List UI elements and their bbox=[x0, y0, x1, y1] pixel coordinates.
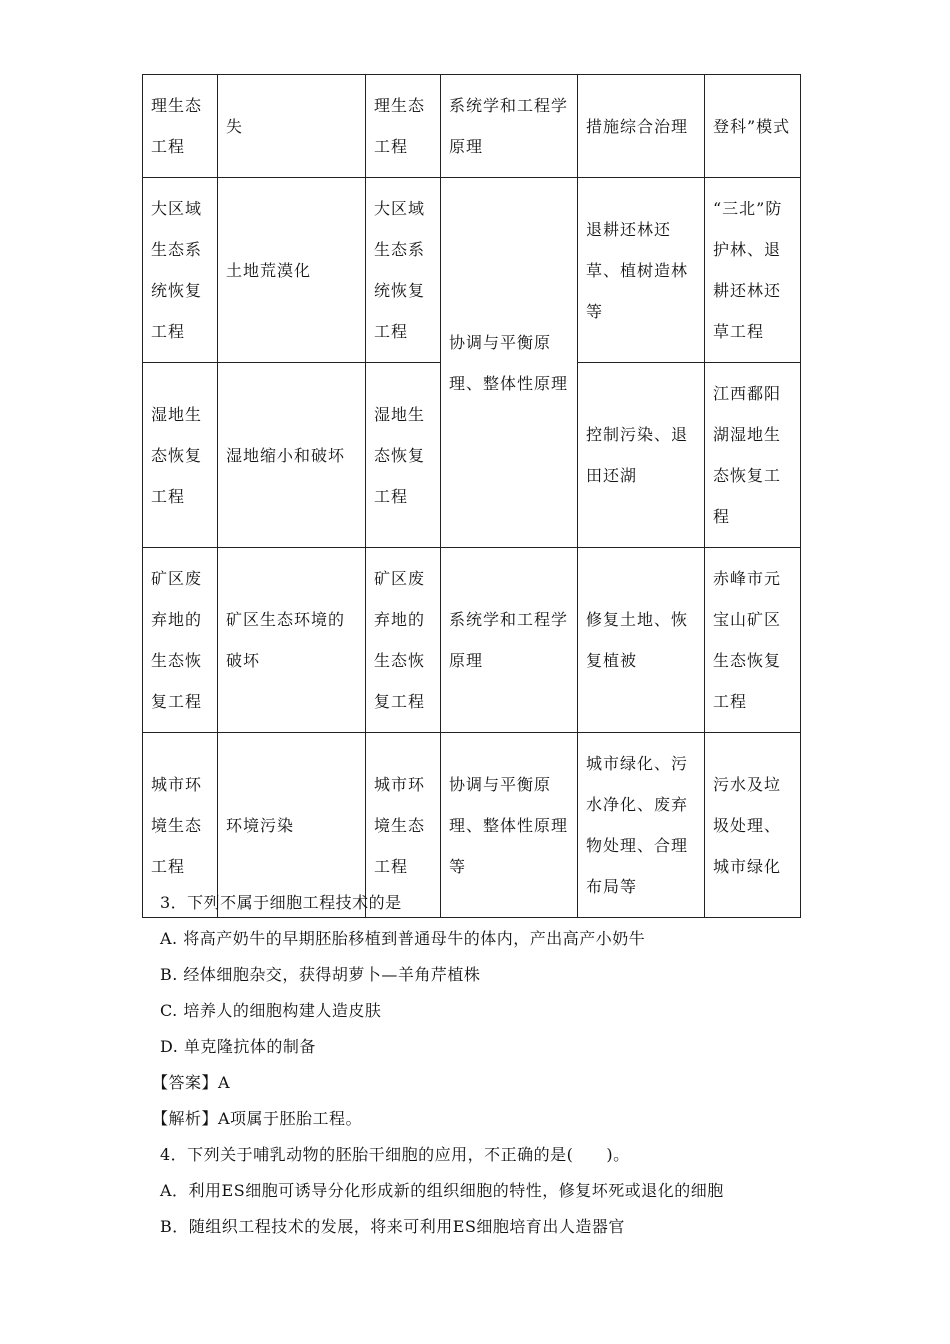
question-4-stem: 4．下列关于哺乳动物的胚胎干细胞的应用，不正确的是( )。 bbox=[160, 1145, 630, 1164]
table-cell: 系统学和工程学原理 bbox=[441, 75, 578, 178]
table-row bbox=[143, 548, 801, 733]
table-row bbox=[143, 733, 801, 918]
table-cell: 湿地缩小和破坏 bbox=[218, 363, 366, 548]
table-cell: 湿地生态恢复工程 bbox=[143, 363, 218, 548]
table-cell: 矿区生态环境的破坏 bbox=[218, 548, 366, 733]
table-cell: 协调与平衡原理、整体性原理等 bbox=[441, 733, 578, 918]
eco-engineering-table bbox=[142, 74, 801, 918]
table-cell-merged-principle: 协调与平衡原理、整体性原理 bbox=[441, 178, 578, 548]
table-cell: 系统学和工程学原理 bbox=[441, 548, 578, 733]
table-cell: 矿区废弃地的生态恢复工程 bbox=[366, 548, 441, 733]
table-cell: “三北”防护林、退耕还林还草工程 bbox=[705, 178, 801, 363]
table-cell: 土地荒漠化 bbox=[218, 178, 366, 363]
table-cell: 污水及垃圾处理、城市绿化 bbox=[705, 733, 801, 918]
table-cell: 大区域生态系统恢复工程 bbox=[366, 178, 441, 363]
table-cell: 失 bbox=[218, 75, 366, 178]
table-row bbox=[143, 75, 801, 178]
table-cell: 大区域生态系统恢复工程 bbox=[143, 178, 218, 363]
question-3-option-d: D. 单克隆抗体的制备 bbox=[160, 1037, 316, 1056]
question-3-stem: 3．下列不属于细胞工程技术的是 bbox=[160, 893, 402, 912]
table-cell: 措施综合治理 bbox=[578, 75, 705, 178]
question-3-option-c: C. 培养人的细胞构建人造皮肤 bbox=[160, 1001, 382, 1020]
table-cell: 城市环境生态工程 bbox=[143, 733, 218, 918]
table-cell: 城市环境生态工程 bbox=[366, 733, 441, 918]
table-cell: 城市绿化、污水净化、废弃物处理、合理布局等 bbox=[578, 733, 705, 918]
table-cell: 矿区废弃地的生态恢复工程 bbox=[143, 548, 218, 733]
question-4-option-a: A．利用ES细胞可诱导分化形成新的组织细胞的特性，修复坏死或退化的细胞 bbox=[160, 1181, 724, 1200]
table-cell: 登科”模式 bbox=[705, 75, 801, 178]
question-3-option-a: A. 将高产奶牛的早期胚胎移植到普通母牛的体内，产出高产小奶牛 bbox=[160, 929, 646, 948]
question-3-analysis: 【解析】A项属于胚胎工程。 bbox=[152, 1109, 363, 1128]
table-cell: 修复土地、恢复植被 bbox=[578, 548, 705, 733]
table-cell: 理生态工程 bbox=[143, 75, 218, 178]
question-3-answer: 【答案】A bbox=[152, 1073, 231, 1092]
question-3-option-b: B. 经体细胞杂交，获得胡萝卜—羊角芹植株 bbox=[160, 965, 481, 984]
question-4-option-b: B．随组织工程技术的发展，将来可利用ES细胞培育出人造器官 bbox=[160, 1217, 625, 1236]
table-cell: 环境污染 bbox=[218, 733, 366, 918]
table-cell: 理生态工程 bbox=[366, 75, 441, 178]
table-cell: 退耕还林还草、植树造林等 bbox=[578, 178, 705, 363]
table-cell: 控制污染、退田还湖 bbox=[578, 363, 705, 548]
table-cell: 湿地生态恢复工程 bbox=[366, 363, 441, 548]
table-cell: 赤峰市元宝山矿区生态恢复工程 bbox=[705, 548, 801, 733]
table-row bbox=[143, 178, 801, 363]
table-cell: 江西鄱阳湖湿地生态恢复工程 bbox=[705, 363, 801, 548]
